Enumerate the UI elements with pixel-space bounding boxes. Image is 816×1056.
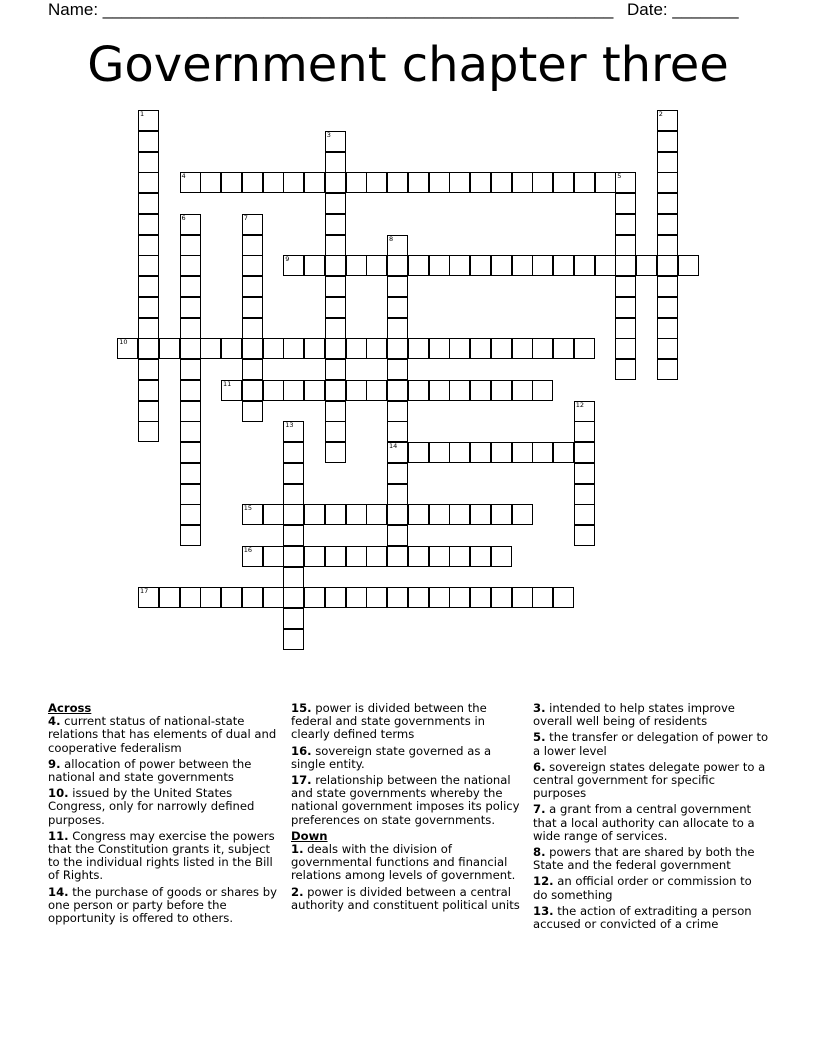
grid-cell[interactable] [283, 172, 304, 193]
grid-cell[interactable] [346, 587, 367, 608]
grid-cell[interactable] [304, 546, 325, 567]
grid-cell[interactable] [491, 172, 512, 193]
grid-cell[interactable] [180, 463, 201, 484]
grid-cell[interactable] [532, 380, 553, 401]
clue-number-label: 4 [181, 172, 186, 181]
clue-number-label: 7 [243, 213, 248, 222]
grid-cell[interactable] [304, 172, 325, 193]
grid-cell[interactable] [159, 338, 180, 359]
grid-cell[interactable] [159, 587, 180, 608]
grid-cell[interactable] [283, 484, 304, 505]
grid-cell[interactable] [532, 338, 553, 359]
grid-cell[interactable] [325, 442, 346, 463]
grid-cell[interactable] [180, 484, 201, 505]
grid-cell[interactable] [242, 255, 263, 276]
grid-cell[interactable] [180, 172, 201, 193]
grid-cell[interactable] [387, 255, 408, 276]
clue-number-label: 13 [285, 421, 294, 430]
clue-number-label: 3 [326, 130, 331, 139]
grid-cell[interactable] [491, 504, 512, 525]
grid-cell[interactable] [138, 380, 159, 401]
grid-cell[interactable] [615, 193, 636, 214]
clue-column-1 [48, 702, 282, 928]
grid-cell[interactable] [366, 380, 387, 401]
grid-cell[interactable] [408, 546, 429, 567]
grid-cell[interactable] [615, 214, 636, 235]
date-field: Date: _______ [627, 0, 739, 19]
grid-cell[interactable] [117, 338, 138, 359]
grid-cell[interactable] [657, 214, 678, 235]
grid-cell[interactable] [470, 380, 491, 401]
grid-cell[interactable] [657, 255, 678, 276]
grid-cell[interactable] [200, 587, 221, 608]
grid-cell[interactable] [408, 380, 429, 401]
clue-across-10: 10. issued by the United States Congress, only for narrowly defined purposes. [48, 786, 255, 827]
clue-number-label: 14 [389, 442, 398, 450]
grid-cell[interactable] [242, 380, 263, 401]
grid-cell[interactable] [242, 546, 263, 567]
grid-cell[interactable] [553, 587, 574, 608]
grid-cell[interactable] [325, 193, 346, 214]
grid-cell[interactable] [449, 546, 470, 567]
grid-cell[interactable] [325, 276, 346, 297]
grid-cell[interactable] [408, 338, 429, 359]
grid-cell[interactable] [449, 172, 470, 193]
grid-cell[interactable] [636, 255, 657, 276]
grid-cell[interactable] [200, 172, 221, 193]
grid-cell[interactable] [242, 504, 263, 525]
grid-cell[interactable] [346, 338, 367, 359]
grid-cell[interactable] [615, 318, 636, 339]
clue-across-16: 16. sovereign state governed as a single entity. [291, 743, 492, 771]
clue-across-14: 14. the purchase of goods or shares by one person or party before the opportunity is offered to others. [48, 884, 277, 926]
grid-cell[interactable] [325, 359, 346, 380]
grid-cell[interactable] [138, 110, 159, 131]
grid-cell[interactable] [325, 131, 346, 152]
grid-cell[interactable] [180, 235, 201, 256]
grid-cell[interactable] [283, 463, 304, 484]
grid-cell[interactable] [491, 546, 512, 567]
grid-cell[interactable] [366, 587, 387, 608]
grid-cell[interactable] [387, 359, 408, 380]
grid-cell[interactable] [283, 338, 304, 359]
grid-cell[interactable] [346, 172, 367, 193]
grid-cell[interactable] [283, 546, 304, 567]
grid-cell[interactable] [387, 380, 408, 401]
grid-cell[interactable] [325, 318, 346, 339]
clue-number-label: 10 [119, 338, 128, 347]
grid-cell[interactable] [429, 442, 450, 463]
grid-cell[interactable] [283, 629, 304, 650]
grid-cell[interactable] [657, 235, 678, 256]
grid-cell[interactable] [387, 442, 408, 463]
grid-cell[interactable] [408, 442, 429, 463]
grid-cell[interactable] [304, 504, 325, 525]
grid-cell[interactable] [366, 255, 387, 276]
grid-cell[interactable] [242, 359, 263, 380]
clue-down-5: 5. the transfer or delegation of power to a lower level [533, 730, 769, 758]
grid-cell[interactable] [180, 338, 201, 359]
grid-cell[interactable] [180, 297, 201, 318]
grid-cell[interactable] [138, 172, 159, 193]
grid-cell[interactable] [242, 338, 263, 359]
grid-cell[interactable] [283, 380, 304, 401]
grid-cell[interactable] [366, 338, 387, 359]
grid-cell[interactable] [138, 297, 159, 318]
grid-cell[interactable] [180, 276, 201, 297]
grid-cell[interactable] [138, 276, 159, 297]
grid-cell[interactable] [138, 214, 159, 235]
grid-cell[interactable] [304, 338, 325, 359]
clue-number-label: 2 [658, 110, 663, 118]
grid-cell[interactable] [387, 276, 408, 297]
grid-cell[interactable] [657, 131, 678, 152]
grid-cell[interactable] [180, 525, 201, 546]
grid-cell[interactable] [657, 297, 678, 318]
clue-column-2 [291, 702, 525, 915]
grid-cell[interactable] [408, 172, 429, 193]
grid-cell[interactable] [574, 401, 595, 422]
grid-cell[interactable] [242, 172, 263, 193]
grid-cell[interactable] [283, 504, 304, 525]
grid-cell[interactable] [512, 172, 533, 193]
clue-number-label: 6 [181, 213, 186, 222]
grid-cell[interactable] [304, 255, 325, 276]
grid-cell[interactable] [615, 255, 636, 276]
clue-down-8: 8. powers that are shared by both the State and the federal government [533, 845, 755, 873]
clue-number-label: 11 [223, 379, 232, 388]
grid-cell[interactable] [657, 152, 678, 173]
grid-cell[interactable] [366, 172, 387, 193]
grid-cell[interactable] [304, 380, 325, 401]
grid-cell[interactable] [325, 255, 346, 276]
grid-cell[interactable] [574, 525, 595, 546]
grid-cell[interactable] [470, 338, 491, 359]
grid-cell[interactable] [242, 214, 263, 235]
grid-cell[interactable] [138, 131, 159, 152]
grid-cell[interactable] [283, 525, 304, 546]
grid-cell[interactable] [387, 484, 408, 505]
grid-cell[interactable] [491, 587, 512, 608]
grid-cell[interactable] [553, 338, 574, 359]
grid-cell[interactable] [491, 255, 512, 276]
clue-number-label: 17 [140, 587, 149, 596]
grid-cell[interactable] [138, 401, 159, 422]
grid-cell[interactable] [263, 504, 284, 525]
grid-cell[interactable] [595, 172, 616, 193]
grid-cell[interactable] [138, 152, 159, 173]
grid-cell[interactable] [387, 338, 408, 359]
clue-across-4: 4. current status of national-state relations that has elements of dual and cooperative federalism [48, 714, 277, 755]
clue-number-label: 15 [243, 504, 253, 513]
grid-cell[interactable] [574, 338, 595, 359]
grid-cell[interactable] [657, 338, 678, 359]
grid-cell[interactable] [574, 255, 595, 276]
grid-cell[interactable] [449, 587, 470, 608]
clue-down-13: 13. the action of extraditing a person accused or convicted of a crime [533, 903, 752, 932]
grid-cell[interactable] [325, 214, 346, 235]
grid-cell[interactable] [532, 587, 553, 608]
grid-cell[interactable] [574, 484, 595, 505]
across-heading: Across [48, 701, 92, 715]
clue-down-7: 7. a grant from a central government that a local authority can allocate to a wide range of services. [533, 802, 755, 843]
grid-cell[interactable] [615, 338, 636, 359]
grid-cell[interactable] [366, 546, 387, 567]
grid-cell[interactable] [615, 235, 636, 256]
grid-cell[interactable] [325, 380, 346, 401]
grid-cell[interactable] [180, 380, 201, 401]
clue-number-label: 16 [243, 545, 253, 554]
grid-cell[interactable] [429, 172, 450, 193]
grid-cell[interactable] [242, 318, 263, 339]
grid-cell[interactable] [325, 297, 346, 318]
grid-cell[interactable] [387, 318, 408, 339]
grid-cell[interactable] [366, 504, 387, 525]
grid-cell[interactable] [449, 504, 470, 525]
grid-cell[interactable] [470, 546, 491, 567]
grid-cell[interactable] [180, 421, 201, 442]
grid-cell[interactable] [138, 359, 159, 380]
clue-number-label: 1 [140, 110, 145, 118]
grid-cell[interactable] [325, 172, 346, 193]
grid-cell[interactable] [325, 546, 346, 567]
clue-column-3 [533, 702, 769, 934]
grid-cell[interactable] [429, 380, 450, 401]
grid-cell[interactable] [221, 172, 242, 193]
grid-cell[interactable] [325, 338, 346, 359]
grid-cell[interactable] [491, 442, 512, 463]
grid-cell[interactable] [283, 587, 304, 608]
clue-down-2: 2. power is divided between a central authority and constituent political units [291, 884, 520, 912]
grid-cell[interactable] [387, 297, 408, 318]
grid-cell[interactable] [138, 318, 159, 339]
grid-cell[interactable] [553, 255, 574, 276]
grid-cell[interactable] [325, 587, 346, 608]
grid-cell[interactable] [387, 546, 408, 567]
grid-cell[interactable] [263, 380, 284, 401]
grid-cell[interactable] [283, 567, 304, 588]
grid-cell[interactable] [574, 421, 595, 442]
name-field: Name: ______________________________________________________ [48, 0, 614, 19]
grid-cell[interactable] [615, 172, 636, 193]
grid-cell[interactable] [242, 587, 263, 608]
grid-cell[interactable] [429, 587, 450, 608]
grid-cell[interactable] [574, 442, 595, 463]
grid-cell[interactable] [532, 255, 553, 276]
grid-cell[interactable] [387, 463, 408, 484]
grid-cell[interactable] [512, 380, 533, 401]
grid-cell[interactable] [408, 255, 429, 276]
grid-cell[interactable] [387, 525, 408, 546]
grid-cell[interactable] [263, 546, 284, 567]
grid-cell[interactable] [408, 587, 429, 608]
grid-cell[interactable] [221, 338, 242, 359]
grid-cell[interactable] [325, 504, 346, 525]
grid-cell[interactable] [657, 276, 678, 297]
grid-cell[interactable] [615, 276, 636, 297]
grid-cell[interactable] [595, 255, 616, 276]
grid-cell[interactable] [470, 442, 491, 463]
grid-cell[interactable] [429, 504, 450, 525]
grid-cell[interactable] [346, 546, 367, 567]
grid-cell[interactable] [346, 504, 367, 525]
grid-cell[interactable] [263, 338, 284, 359]
grid-cell[interactable] [574, 463, 595, 484]
grid-cell[interactable] [138, 421, 159, 442]
grid-cell[interactable] [615, 359, 636, 380]
grid-cell[interactable] [138, 255, 159, 276]
grid-cell[interactable] [574, 172, 595, 193]
grid-cell[interactable] [283, 442, 304, 463]
grid-cell[interactable] [512, 338, 533, 359]
grid-cell[interactable] [615, 297, 636, 318]
grid-cell[interactable] [138, 235, 159, 256]
grid-cell[interactable] [532, 172, 553, 193]
clue-number-label: 5 [617, 172, 622, 181]
clue-down-6: 6. sovereign states delegate power to a central government for specific purposes [533, 759, 766, 801]
grid-cell[interactable] [512, 442, 533, 463]
clue-across-9: 9. allocation of power between the national and state governments [48, 756, 252, 785]
grid-cell[interactable] [346, 255, 367, 276]
grid-cell[interactable] [449, 338, 470, 359]
grid-cell[interactable] [449, 380, 470, 401]
grid-cell[interactable] [491, 338, 512, 359]
grid-cell[interactable] [263, 587, 284, 608]
grid-cell[interactable] [180, 318, 201, 339]
grid-cell[interactable] [242, 297, 263, 318]
grid-cell[interactable] [429, 546, 450, 567]
clue-number-label: 12 [575, 400, 585, 409]
grid-cell[interactable] [470, 587, 491, 608]
grid-cell[interactable] [283, 608, 304, 629]
grid-cell[interactable] [429, 338, 450, 359]
grid-cell[interactable] [180, 587, 201, 608]
grid-cell[interactable] [138, 587, 159, 608]
grid-cell[interactable] [470, 504, 491, 525]
grid-cell[interactable] [304, 587, 325, 608]
grid-cell[interactable] [512, 504, 533, 525]
grid-cell[interactable] [657, 193, 678, 214]
grid-cell[interactable] [657, 318, 678, 339]
clue-number-label: 9 [285, 255, 290, 264]
grid-cell[interactable] [470, 255, 491, 276]
grid-cell[interactable] [200, 338, 221, 359]
clue-down-3: 3. intended to help states improve overall well being of residents [533, 701, 735, 729]
grid-cell[interactable] [221, 587, 242, 608]
grid-cell[interactable] [263, 172, 284, 193]
grid-cell[interactable] [138, 193, 159, 214]
grid-cell[interactable] [408, 504, 429, 525]
grid-cell[interactable] [470, 172, 491, 193]
grid-cell[interactable] [387, 504, 408, 525]
page-title: Government chapter three [87, 37, 729, 93]
grid-cell[interactable] [180, 214, 201, 235]
grid-cell[interactable] [553, 172, 574, 193]
grid-cell[interactable] [242, 401, 263, 422]
grid-cell[interactable] [657, 359, 678, 380]
grid-cell[interactable] [657, 172, 678, 193]
grid-cell[interactable] [449, 442, 470, 463]
down-heading: Down [291, 828, 328, 843]
grid-cell[interactable] [180, 442, 201, 463]
grid-cell[interactable] [512, 255, 533, 276]
grid-cell[interactable] [346, 380, 367, 401]
clue-across-15: 15. power is divided between the federal and state governments in clearly defined terms [291, 701, 487, 742]
grid-cell[interactable] [387, 401, 408, 422]
grid-cell[interactable] [325, 152, 346, 173]
grid-cell[interactable] [387, 587, 408, 608]
clue-across-11: 11. Congress may exercise the powers that the Constitution grants it, subject to the individual rights listed in the Bill of Rights. [48, 828, 275, 883]
clue-across-17: 17. relationship between the national and state governments whereby the national government imposes its policy preferences on state governments. [291, 773, 520, 827]
grid-cell[interactable] [387, 172, 408, 193]
grid-cell[interactable] [491, 380, 512, 401]
grid-cell[interactable] [574, 504, 595, 525]
grid-cell[interactable] [283, 421, 304, 442]
grid-cell[interactable] [180, 401, 201, 422]
grid-cell[interactable] [221, 380, 242, 401]
grid-cell[interactable] [678, 255, 699, 276]
grid-cell[interactable] [325, 401, 346, 422]
grid-cell[interactable] [180, 255, 201, 276]
grid-cell[interactable] [325, 235, 346, 256]
grid-cell[interactable] [449, 255, 470, 276]
grid-cell[interactable] [325, 421, 346, 442]
grid-cell[interactable] [283, 255, 304, 276]
grid-cell[interactable] [242, 235, 263, 256]
grid-cell[interactable] [512, 587, 533, 608]
clue-number-label: 8 [389, 234, 394, 243]
clue-down-12: 12. an official order or commission to do something [533, 874, 752, 902]
grid-cell[interactable] [387, 421, 408, 442]
grid-cell[interactable] [387, 235, 408, 256]
grid-cell[interactable] [180, 359, 201, 380]
grid-cell[interactable] [138, 338, 159, 359]
grid-cell[interactable] [553, 442, 574, 463]
grid-cell[interactable] [532, 442, 553, 463]
clue-down-1: 1. deals with the division of governmental functions and financial relations among levels of government. [291, 842, 516, 883]
grid-cell[interactable] [242, 276, 263, 297]
grid-cell[interactable] [429, 255, 450, 276]
grid-cell[interactable] [657, 110, 678, 131]
grid-cell[interactable] [180, 504, 201, 525]
